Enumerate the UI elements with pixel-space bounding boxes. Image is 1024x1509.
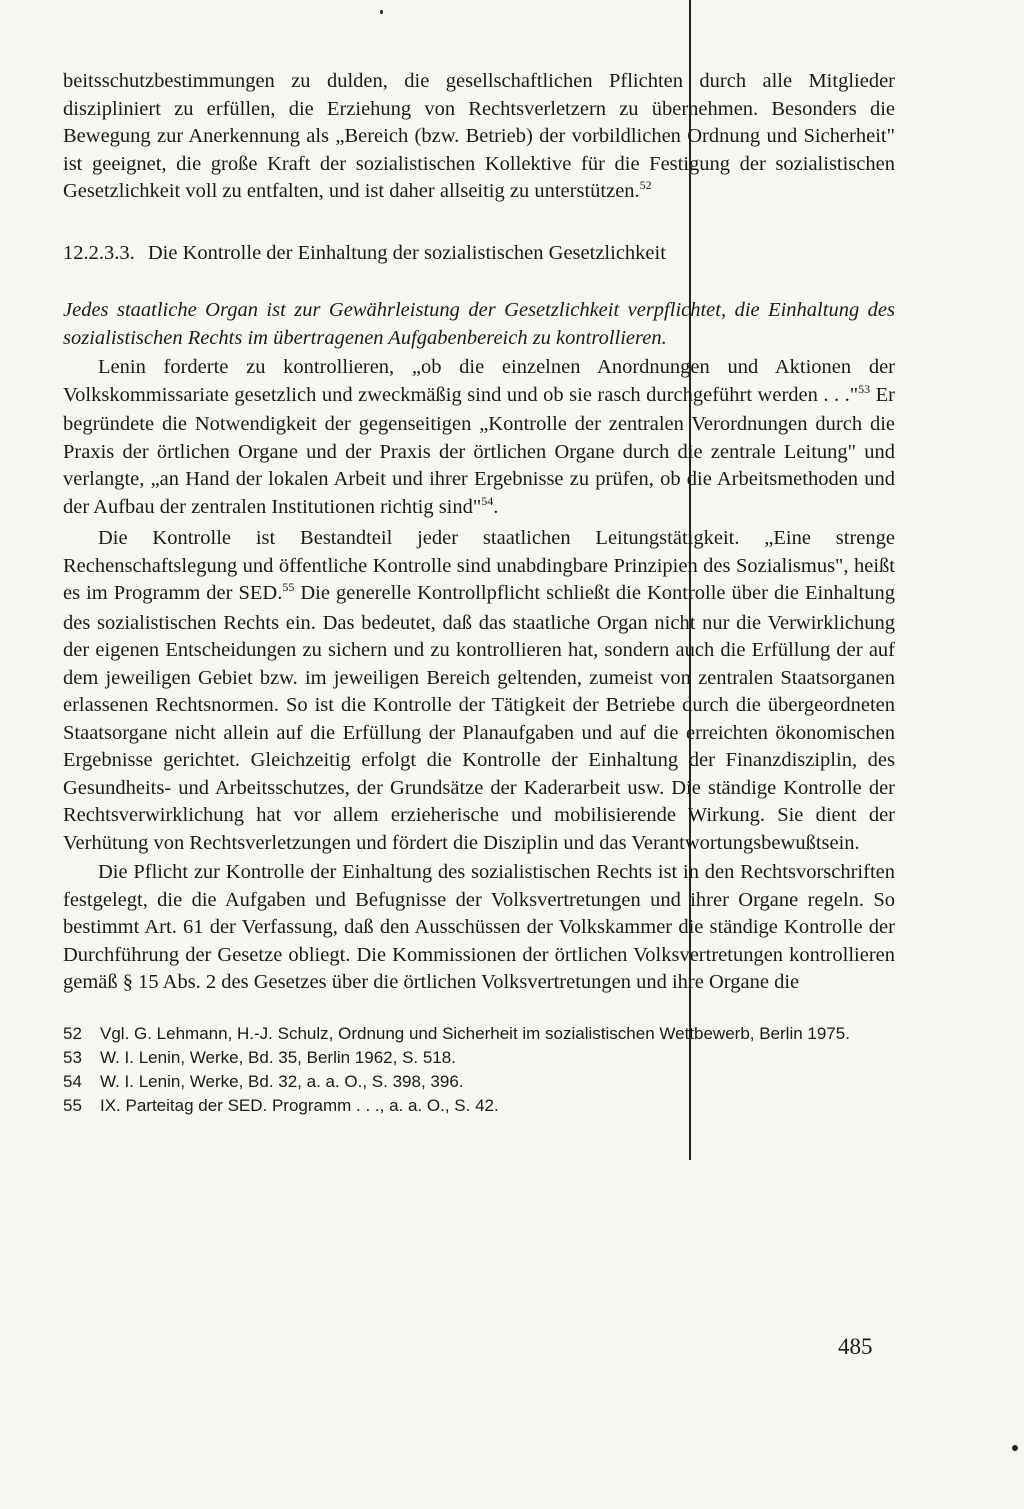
footnotes [63,1023,895,1117]
footnote-text: IX. Parteitag der SED. Programm . . ., a. a. O., S. 42. [100,1095,499,1115]
paragraph-kontrolle [63,525,895,857]
section-heading [63,240,895,268]
paragraph-text: beitsschutzbestimmungen zu dulden, die gesellschaftlichen Pflichten durch alle Mitglieder diszipliniert zu erfüllen, die Erziehung von Rechtsverletzern zu übernehmen. Besonders die Bewegung zur Anerkennung als „Bereich (bzw. Betrieb) der vorbildlichen Ordnung und Sicherheit" ist geeignet, die große Kraft der sozialistischen Kollektive für die Festigung der sozialistischen Gesetzlichkeit voll zu entfalten, und ist daher allseitig zu unterstützen. [63,70,895,202]
section-title: Die Kontrolle der Einhaltung der sozialistischen Gesetzlichkeit [147,241,666,264]
paragraph-pflicht: Die Pflicht zur Kontrolle der Einhaltung des sozialistischen Rechts ist in den Rechtsvorschriften festgelegt, die die Aufgaben und Befugnisse der Volksvertretungen und ihrer Organe regeln. So bestimmt Art. 61 der Verfassung, daß den Ausschüssen der Volkskammer die ständige Kontrolle der Durchführung der Gesetze obliegt. Die Kommissionen der örtlichen Volksvertretungen kontrollieren gemäß § 15 Abs. 2 des Gesetzes über die örtlichen Volksvertretungen und ihre Organe die [63,861,895,993]
footnote-ref: 55 [282,580,295,594]
footnote-number: 53 [63,1047,82,1067]
paragraph-text: Er begründete die Notwendigkeit der gegenseitigen „Kontrolle der zentralen Verordnungen durch die Praxis der örtlichen Organe und der Praxis der örtlichen Organe durch die zentrale Leitung" und verlangte, „an Hand der lokalen Arbeit und ihrer Ergebnisse zu prüfen, ob die Arbeitsmethoden und der Aufbau der zentralen Institutionen richtig sind" [63,383,895,518]
footnote-item [63,1095,895,1117]
paragraph-lenin [63,354,895,523]
paragraph-text: Lenin forderte zu kontrollieren, „ob die einzelnen Anordnungen und Aktionen der Volkskommissariate gesetzlich und zweckmäßig sind und ob sie rasch durchgeführt werden . . ." [63,356,895,406]
footnote-ref: 53 [858,381,871,396]
paragraph-continued [63,68,895,208]
paragraph-text: . [493,495,499,518]
page-body [63,68,895,1119]
section-number: 12.2.3.3. [63,241,135,264]
paragraph-text: Die Kontrolle ist Bestandteil jeder staatlichen Leitungstätigkeit. „Eine strenge Rechenschaftslegung und öffentliche Kontrolle sind unabdingbare Prinzipien des Sozialismus", heißt es im Programm der SED. [63,527,895,604]
footnote-text: W. I. Lenin, Werke, Bd. 32, a. a. O., S. 398, 396. [100,1071,464,1091]
scan-speck [1012,1445,1018,1451]
lead-statement: Jedes staatliche Organ ist zur Gewährleistung der Gesetzlichkeit verpflichtet, die Einhaltung des sozialistischen Rechts im übertragenen Aufgabenbereich zu kontrollieren. [63,299,895,349]
footnote-number: 55 [63,1095,82,1115]
footnote-number: 52 [63,1023,82,1043]
page-number: 485 [838,1334,873,1359]
footnote-item [63,1071,895,1093]
footnote-ref: 54 [481,493,494,508]
paragraph-text: Die generelle Kontrollpflicht schließt die Kontrolle über die Einhaltung des sozialistischen Rechts ein. Das bedeutet, daß das staatliche Organ nicht nur die Verwirklichung der eigenen Entscheidungen zu sichern und zu kontrollieren hat, sondern auch die Erfüllung der auf dem jeweiligen Gebiet bzw. im jeweiligen Bereich geltenden, zumeist von zentralen Staatsorganen erlassenen Rechtsnormen. So ist die Kontrolle der Tätigkeit der Betriebe durch die übergeordneten Staatsorgane nicht allein auf die Erfüllung der Planaufgaben und auf die erreichten ökonomischen Ergebnisse gerichtet. Gleichzeitig erfolgt die Kontrolle der Einhaltung der Finanzdisziplin, des Gesundheits- und Arbeitsschutzes, der Grundsätze der Kaderarbeit usw. Die ständige Kontrolle der Rechtsverwirklichung hat vor allem erzieherische und mobilisierende Wirkung. Sie dient der Verhütung von Rechtsverletzungen und fördert die Disziplin und das Verantwortungsbewußtsein. [63,582,895,854]
footnote-item [63,1023,895,1045]
footnote-item [63,1047,895,1069]
scan-speck [380,10,383,14]
footnote-text: W. I. Lenin, Werke, Bd. 35, Berlin 1962, S. 518. [100,1047,456,1067]
footnote-text: Vgl. G. Lehmann, H.-J. Schulz, Ordnung und Sicherheit im sozialistischen Wettbewerb, Berlin 1975. [100,1023,850,1043]
footnote-number: 54 [63,1071,82,1091]
footnote-ref: 52 [639,178,652,192]
